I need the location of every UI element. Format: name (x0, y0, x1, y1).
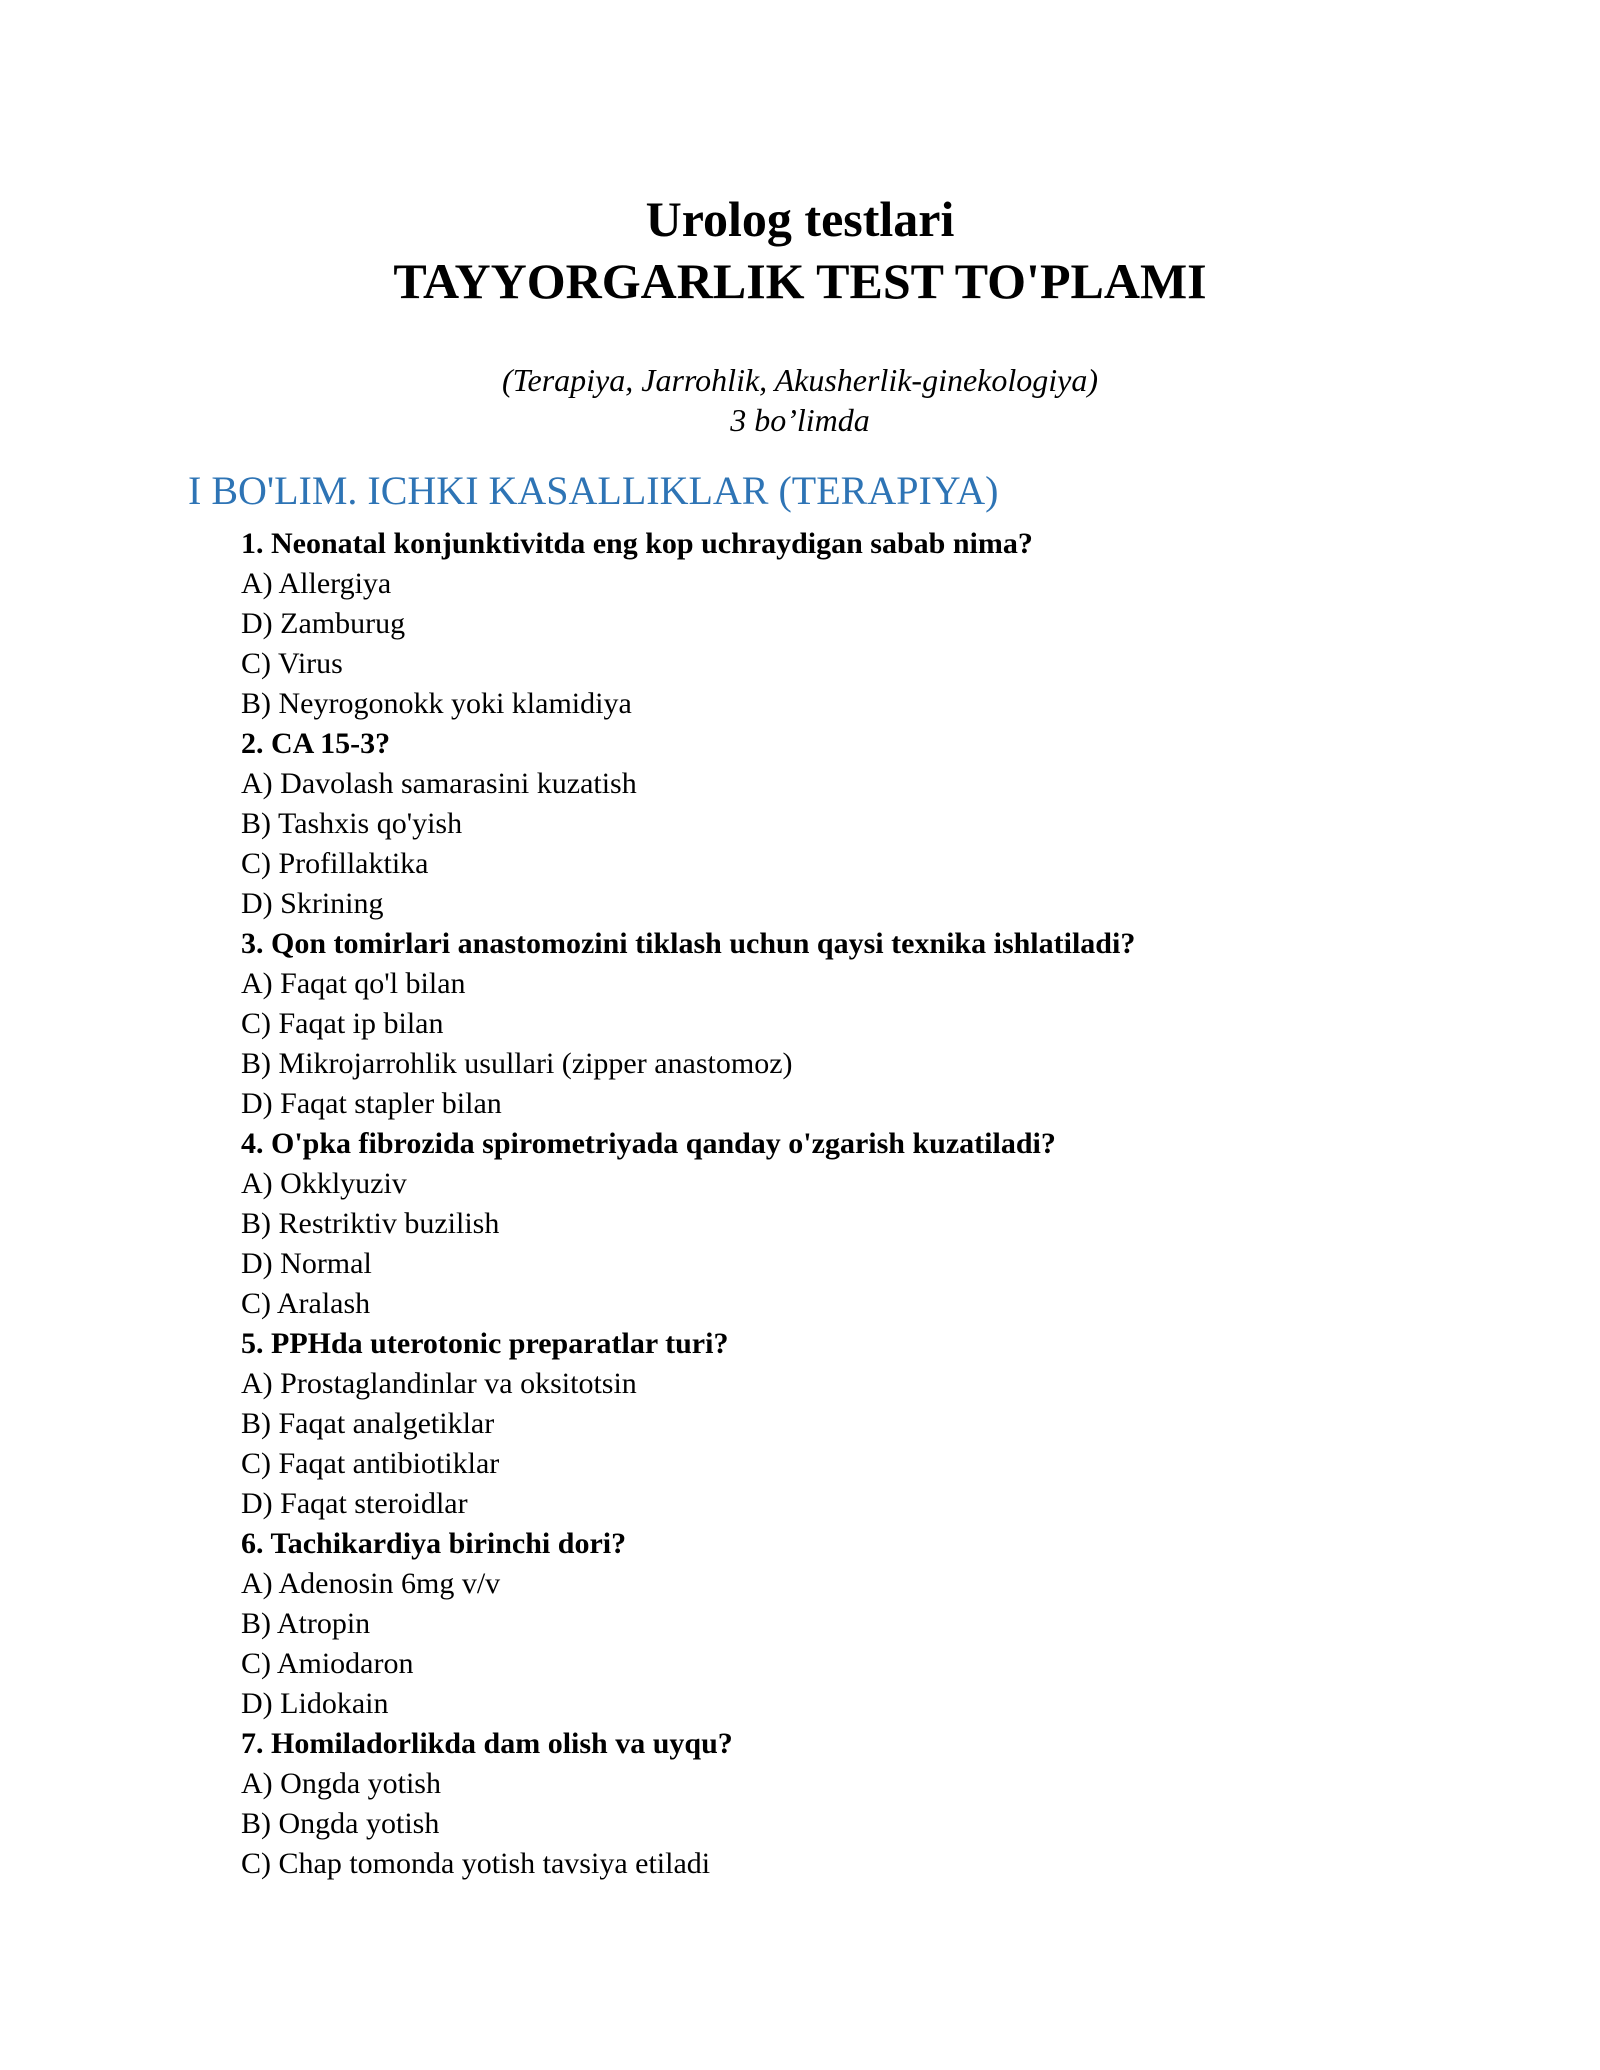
answer-option: D) Faqat steroidlar (241, 1487, 468, 1520)
answer-option: A) Faqat qo'l bilan (241, 967, 466, 1000)
question-item (241, 1324, 1441, 1524)
question-list (241, 524, 1441, 1884)
question-text: 4. O'pka fibrozida spirometriyada qanday o'zgarish kuzatiladi? (241, 1127, 1056, 1160)
question-text: 3. Qon tomirlari anastomozini tiklash uchun qaysi texnika ishlatiladi? (241, 927, 1136, 960)
answer-option: D) Lidokain (241, 1687, 389, 1720)
answer-option: B) Atropin (241, 1607, 371, 1640)
answer-option: A) Ongda yotish (241, 1767, 441, 1800)
question-text: 1. Neonatal konjunktivitda eng kop uchraydigan sabab nima? (241, 527, 1033, 560)
question-text: 6. Tachikardiya birinchi dori? (241, 1527, 627, 1560)
answer-option: A) Davolash samarasini kuzatish (241, 767, 637, 800)
section-heading: I BO'LIM. ICHKI KASALLIKLAR (TERAPIYA) (188, 468, 999, 513)
title-line-2: TAYYORGARLIK TEST TO'PLAMI (393, 253, 1207, 309)
answer-option: D) Skrining (241, 887, 384, 920)
answer-option: D) Zamburug (241, 607, 406, 640)
answer-option: C) Aralash (241, 1287, 371, 1320)
subtitle-line-1: (Terapiya, Jarrohlik, Akusherlik-ginekologiya) (501, 362, 1099, 398)
answer-option: A) Allergiya (241, 567, 392, 600)
question-text: 5. PPHda uterotonic preparatlar turi? (241, 1327, 729, 1360)
answer-option: B) Mikrojarrohlik usullari (zipper anastomoz) (241, 1047, 793, 1080)
question-item (241, 724, 1441, 924)
answer-option: D) Faqat stapler bilan (241, 1087, 502, 1120)
answer-option: B) Ongda yotish (241, 1807, 440, 1840)
question-item (241, 1524, 1441, 1724)
answer-option: C) Profillaktika (241, 847, 429, 880)
title-line-1: Urolog testlari (645, 191, 955, 247)
question-item (241, 1124, 1441, 1324)
question-item (241, 1724, 1441, 1884)
answer-option: A) Prostaglandinlar va oksitotsin (241, 1367, 637, 1400)
question-text: 7. Homiladorlikda dam olish va uyqu? (241, 1727, 733, 1760)
answer-option: B) Faqat analgetiklar (241, 1407, 495, 1440)
subtitle-line-2: 3 bo’limda (730, 402, 870, 438)
answer-option: B) Tashxis qo'yish (241, 807, 463, 840)
answer-option: C) Faqat antibiotiklar (241, 1447, 500, 1480)
answer-option: B) Neyrogonokk yoki klamidiya (241, 687, 632, 720)
question-item (241, 524, 1441, 724)
answer-option: C) Amiodaron (241, 1647, 414, 1680)
answer-option: B) Restriktiv buzilish (241, 1207, 500, 1240)
document-subtitle (0, 360, 1600, 440)
question-text: 2. CA 15-3? (241, 727, 391, 760)
answer-option: C) Chap tomonda yotish tavsiya etiladi (241, 1847, 711, 1880)
answer-option: A) Adenosin 6mg v/v (241, 1567, 501, 1600)
answer-option: A) Okklyuziv (241, 1167, 407, 1200)
answer-option: D) Normal (241, 1247, 372, 1280)
question-item (241, 924, 1441, 1124)
answer-option: C) Virus (241, 647, 343, 680)
document-title (0, 188, 1600, 312)
answer-option: C) Faqat ip bilan (241, 1007, 444, 1040)
